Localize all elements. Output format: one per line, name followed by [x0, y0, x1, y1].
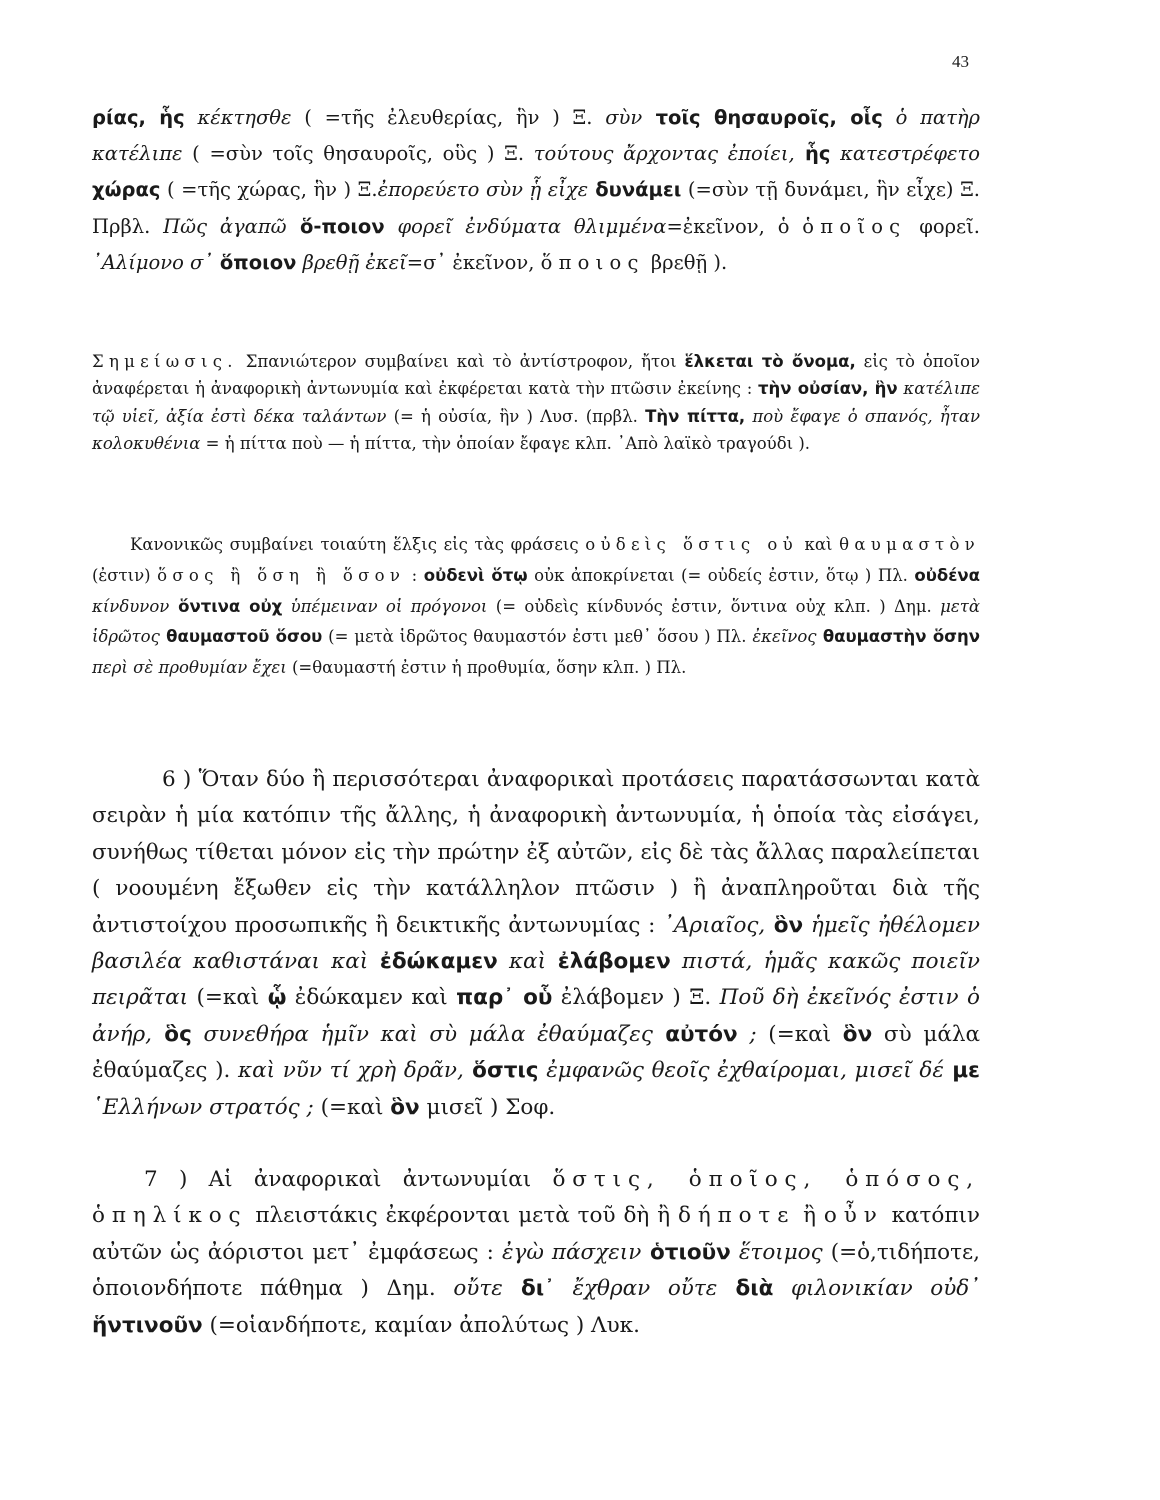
italic-text: τούτους ἄρχοντας ἐποίει,: [533, 142, 795, 166]
italic-text: ποὺ ἔφαγε ὁ σπανός, ἦταν κολοκυθένια: [92, 406, 980, 453]
bold-text: παρ᾿ οὗ: [456, 985, 553, 1011]
text-run: =σ᾿ ἐκεῖνον,: [406, 250, 541, 274]
italic-text: καὶ νῦν τί χρὴ δρᾶν,: [237, 1058, 464, 1084]
bold-text: ἥντινοῦν: [92, 1312, 203, 1338]
italic-text: κίνδυνον: [92, 596, 170, 616]
italic-text: ὑπέμειναν οἱ πρόγονοι: [282, 596, 488, 616]
italic-text: ἐγὼ πάσχειν: [501, 1239, 642, 1265]
text-run: φορεῖ.: [906, 214, 981, 238]
bold-text: οὐδένα: [914, 565, 980, 585]
regular-attraction-paragraph: [92, 530, 980, 684]
bold-text: ὃς: [151, 1021, 192, 1047]
text-run: (= μετὰ ἱδρῶτος θαυμαστόν ἐστι μεθ᾿ ὅσου ) Πλ.: [322, 627, 753, 647]
bold-text: ὃν: [842, 1021, 873, 1047]
bold-text: ὅποιον: [213, 250, 297, 274]
text-run: ( =σὺν τοῖς θησαυροῖς, οὓς ) Ξ.: [192, 142, 534, 166]
bold-text: ὁτιοῦν: [641, 1239, 731, 1265]
text-run: βρεθῇ ).: [644, 250, 728, 274]
bold-text: ἐλάβομεν: [546, 949, 671, 975]
text-run: ἐδώκαμεν καὶ: [286, 985, 457, 1011]
spaced-text: ὅστις, ὁποῖος, ὁπόσος, ὁπηλίκος: [92, 1167, 980, 1229]
italic-text: ᾿Αλίμονο σ᾿: [92, 250, 214, 274]
bold-text: ὅντινα οὐχ: [169, 596, 283, 616]
text-run: οὐκ ἀποκρίνεται (= οὐδείς ἐστιν, ὅτῳ ) Πλ.: [527, 565, 915, 585]
text-run: (ἐστιν): [92, 565, 158, 585]
italic-text: ἐμφανῶς θεοῖς ἐχθαίρομαι, μισεῖ δέ: [538, 1058, 944, 1084]
text-run: (=σὺν τῇ δυνάμει, ἣν εἶχε) Ξ. Πρβλ.: [92, 178, 981, 238]
text-run: ( =τῆς χώρας, ἣν ) Ξ.: [160, 178, 378, 202]
italic-text: φιλονικίαν οὐδ᾿: [773, 1276, 980, 1302]
italic-text: σὺν: [605, 106, 643, 129]
text-run: (=οἱανδήποτε, καμίαν ἀπολύτως ) Λυκ.: [202, 1312, 640, 1338]
section-6-paragraph: [92, 762, 980, 1126]
text-run: (=ὁ,τιδήποτε, ὁποιονδήποτε πάθημα ) Δημ.: [92, 1239, 980, 1302]
bold-text: θαυμαστὴν ὅσην: [816, 627, 980, 647]
page-number: 43: [952, 52, 969, 71]
text-run: μισεῖ ) Σοφ.: [419, 1094, 556, 1120]
bold-text: τοῖς θησαυροῖς, οἷς: [642, 106, 883, 129]
bold-text: χώρας: [92, 178, 161, 202]
bold-text: δι᾿: [502, 1276, 555, 1302]
italic-text: ὁ πατὴρ κατέλιπε: [92, 106, 981, 166]
bold-text: ὃν: [390, 1094, 420, 1120]
text-run: (=καὶ: [756, 1021, 843, 1047]
text-run: Κανονικῶς συμβαίνει τοιαύτη ἕλξις εἰς τὰς φράσεις: [130, 535, 586, 554]
italic-text: ῾Ελλήνων στρατός ;: [92, 1094, 314, 1120]
italic-text: περὶ σὲ προθυμίαν ἔχει: [92, 658, 287, 678]
bold-text: αὐτόν: [652, 1021, 738, 1047]
spaced-text: Σημείωσις.: [92, 352, 238, 371]
italic-text: ἡμεῖς ἠθέλομεν βασιλέα καθιστάναι καὶ: [92, 912, 980, 975]
text-run: ἢ: [795, 1203, 824, 1229]
spaced-text: ὅσος ἢ ὅση ἢ ὅσον: [157, 565, 406, 585]
italic-text: Ποῦ δὴ ἐκεῖνός ἐστιν ὁ ἀνήρ,: [92, 985, 980, 1047]
spaced-text: θαυμαστὸν: [839, 535, 980, 554]
text-run: :: [405, 565, 424, 585]
italic-text: μετὰ ἱδρῶτος: [92, 596, 981, 647]
spaced-text: ὁποῖος: [802, 214, 907, 238]
bold-text: ὅστις: [463, 1058, 539, 1084]
italic-text: οὔτε: [453, 1276, 503, 1302]
text-run: ( =τῆς ἐλευθερίας, ἣν ) Ξ.: [304, 106, 606, 129]
text-run: ἐλάβομεν ) Ξ.: [552, 985, 720, 1011]
text-run: σὺ μάλα ἐθαύμαζες ).: [92, 1021, 980, 1084]
text-run: κατόπιν αὐτῶν ὡς ἀόριστοι μετ᾿ ἐμφάσεως :: [92, 1203, 980, 1265]
italic-text: συνεθήρα ἡμῖν καὶ σὺ μάλα ἐθαύμαζες: [191, 1021, 653, 1047]
italic-text: ἐκεῖνος: [752, 627, 817, 647]
italic-text: κατεστρέφετο: [830, 142, 980, 166]
spaced-text: δήποτε: [678, 1203, 796, 1229]
bold-text: ὃν: [765, 912, 804, 938]
italic-text: φορεῖ ἐνδύματα θλιμμένα=: [384, 214, 683, 238]
text-run: (= ἡ οὐσία, ἣν ) Λυσ. (πρβλ.: [386, 406, 646, 426]
text-run: (=καὶ: [313, 1094, 391, 1120]
italic-text: ᾿Αριαῖος,: [663, 912, 766, 938]
text-run: πλειστάκις ἐκφέρονται μετὰ τοῦ δὴ ἢ: [247, 1203, 678, 1229]
text-run: (=θαυμαστή ἐστιν ἡ προθυμία, ὅσην κλπ. ) Πλ.: [286, 658, 687, 678]
spaced-text: οὖν: [823, 1203, 884, 1229]
italic-text: καὶ: [497, 949, 547, 975]
bold-text: Τὴν πίττα,: [645, 406, 746, 426]
bold-text: θαυμαστοῦ ὅσου: [159, 627, 323, 647]
text-run: 7 ) Αἱ ἀναφορικαὶ ἀντωνυμίαι: [144, 1167, 553, 1192]
spaced-text: οὐδεὶς ὅστις οὐ: [585, 535, 798, 554]
text-run: (=καὶ: [188, 985, 268, 1011]
bold-text: ᾧ: [267, 985, 287, 1011]
text-run: ἐκεῖνον, ὁ: [682, 214, 803, 238]
italic-text: ἔχθραν οὔτε: [554, 1276, 718, 1302]
bold-text: ἐδώκαμεν: [368, 949, 498, 975]
spaced-text: ὅποιος: [540, 250, 645, 274]
bold-text: ρίας, ἧς: [92, 106, 185, 129]
note-paragraph: [92, 348, 980, 457]
italic-text: ;: [737, 1021, 757, 1047]
text-run: = ἡ πίττα ποὺ — ἡ πίττα, τὴν ὁποίαν ἔφαγε κλπ. ᾿Απὸ λαϊκὸ τραγούδι ).: [200, 433, 811, 453]
text-run: 6 ) Ὅταν δύο ἢ περισσότεραι ἀναφορικαὶ προτάσεις παρατάσσωνται κατὰ σειρὰν ἡ μία κατόπιν τῆς ἄλλης, ἡ ἀναφορικὴ ἀντωνυμία, ἡ ὁποία τὰς εἰσάγει, συνήθως τίθεται μόνον εἰς τὴν πρώτην ἐξ αὐτῶν, εἰς δὲ τὰς ἄλλας παραλείπεται ( νοουμένη ἔξωθεν εἰς τὴν κατάλληλον πτῶσιν ) ἢ ἀναπληροῦται διὰ τῆς ἀντιστοίχου προσωπικῆς ἢ δεικτικῆς ἀντωνυμίας :: [92, 767, 980, 938]
bold-text: τὴν οὐσίαν, ἣν: [758, 379, 898, 399]
bold-text: οὐδενὶ ὅτῳ: [423, 565, 528, 585]
bold-text: δυνάμει: [588, 178, 682, 202]
italic-text: ἐπορεύετο σὺν ᾗ εἶχε: [377, 178, 589, 202]
continued-examples-paragraph: [92, 100, 980, 281]
bold-text: διὰ: [717, 1276, 774, 1302]
italic-text: Πῶς ἀγαπῶ: [163, 214, 287, 238]
bold-text: ἧς: [794, 142, 831, 166]
text-run: Σπανιώτερον συμβαίνει καὶ τὸ ἀντίστροφον, ἤτοι: [237, 352, 685, 371]
italic-text: κατέλιπε τῷ υἱεῖ, ἀξία ἐστὶ δέκα ταλάντων: [92, 379, 980, 426]
italic-text: κέκτησθε: [184, 106, 305, 129]
bold-text: ὅ-ποιον: [286, 214, 385, 238]
bold-text: ἕλκεται τὸ ὄνομα,: [684, 352, 856, 371]
text-run: καὶ: [797, 535, 840, 554]
italic-text: πιστά, ἡμᾶς κακῶς ποιεῖν πειρᾶται: [92, 949, 980, 1011]
text-run: εἰς τὸ ὁποῖον ἀναφέρεται ἡ ἀναφορικὴ ἀντωνυμία καὶ ἐκφέρεται κατὰ τὴν πτῶσιν ἐκείνης :: [92, 352, 981, 399]
italic-text: ἕτοιμος: [730, 1239, 823, 1265]
italic-text: βρεθῇ ἐκεῖ: [296, 250, 407, 274]
section-7-paragraph: [92, 1162, 980, 1344]
text-run: (= οὐδεὶς κίνδυνός ἐστιν, ὅντινα οὐχ κλπ. ) Δημ.: [487, 596, 941, 616]
bold-text: με: [943, 1058, 980, 1084]
